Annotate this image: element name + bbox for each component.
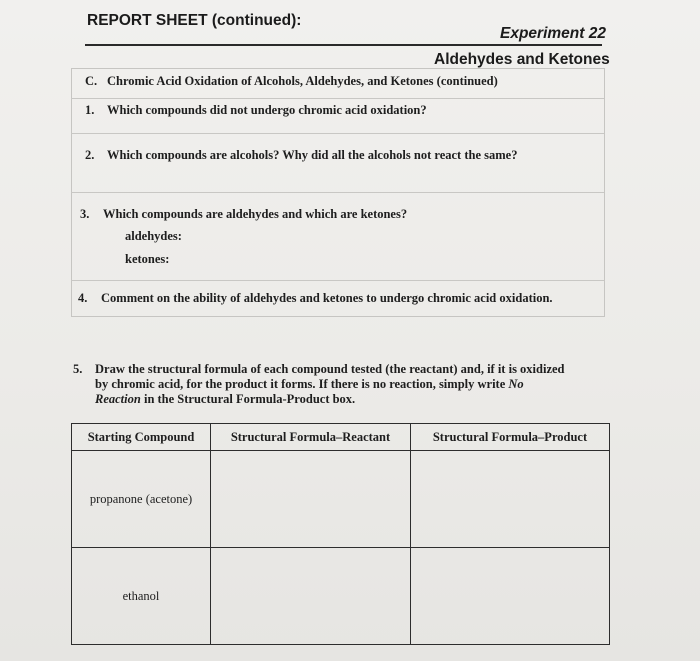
table-row xyxy=(72,548,610,645)
reaction-table xyxy=(71,423,610,645)
experiment-subtitle: Aldehydes and Ketones xyxy=(434,51,610,68)
header-starting-compound: Starting Compound xyxy=(72,424,211,451)
aldehydes-label: aldehydes: xyxy=(125,229,182,243)
reactant-formula-cell[interactable] xyxy=(211,548,411,645)
compound-name-cell: propanone (acetone) xyxy=(72,451,211,548)
question-5-line-3: in the Structural Formula-Product box. xyxy=(143,392,356,406)
experiment-number: Experiment 22 xyxy=(500,25,606,42)
section-label: C. xyxy=(85,74,98,88)
question-1-number: 1. xyxy=(85,103,95,117)
section-title: Chromic Acid Oxidation of Alcohols, Aldehydes, and Ketones (continued) xyxy=(107,74,498,88)
reactant-formula-cell[interactable] xyxy=(211,451,411,548)
question-4-number: 4. xyxy=(78,291,88,305)
question-2-number: 2. xyxy=(85,148,95,162)
product-formula-cell[interactable] xyxy=(411,548,610,645)
table-header-row xyxy=(72,424,610,451)
question-5-line-1: Draw the structural formula of each compound tested (the reactant) and, if it is oxidized xyxy=(95,362,565,376)
divider-line xyxy=(71,133,604,134)
divider-line xyxy=(71,98,604,99)
question-1-text: Which compounds did not undergo chromic acid oxidation? xyxy=(107,103,427,117)
report-sheet-title: REPORT SHEET (continued): xyxy=(87,12,302,29)
question-5-line-2: by chromic acid, for the product it forms. If there is no reaction, simply write xyxy=(95,377,506,391)
question-5 xyxy=(73,362,613,407)
header-rule xyxy=(85,44,602,46)
question-5-number: 5. xyxy=(73,362,83,376)
question-5-emphasis-no: No xyxy=(508,377,524,391)
question-5-emphasis-reaction: Reaction xyxy=(95,392,141,406)
question-2-text: Which compounds are alcohols? Why did all the alcohols not react the same? xyxy=(107,148,518,162)
divider-line xyxy=(71,280,604,281)
header-structural-formula-product: Structural Formula–Product xyxy=(411,424,610,451)
ketones-label: ketones: xyxy=(125,252,170,266)
question-3-number: 3. xyxy=(80,207,90,221)
header-structural-formula-reactant: Structural Formula–Reactant xyxy=(211,424,411,451)
compound-name-cell: ethanol xyxy=(72,548,211,645)
product-formula-cell[interactable] xyxy=(411,451,610,548)
question-4-text: Comment on the ability of aldehydes and ketones to undergo chromic acid oxidation. xyxy=(101,291,553,305)
divider-line xyxy=(71,192,604,193)
question-3-text: Which compounds are aldehydes and which are ketones? xyxy=(103,207,408,221)
table-row xyxy=(72,451,610,548)
